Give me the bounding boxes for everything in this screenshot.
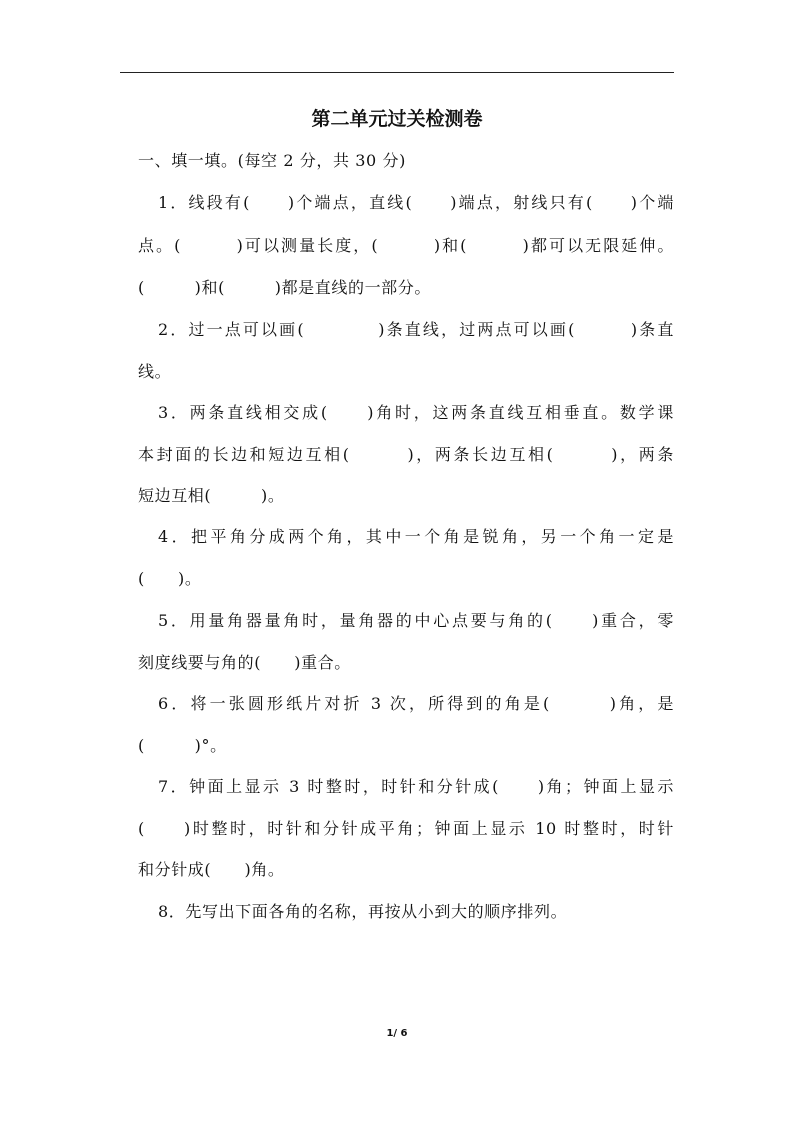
page-number: 1/ 6 [386,1028,408,1039]
question-line: 点。( )可以测量长度，( )和( )都可以无限延伸。 [138,236,674,255]
question-line: 5．用量角器量角时，量角器的中心点要与角的( )重合，零 [158,611,674,630]
question-line: ( )和( )都是直线的一部分。 [138,278,431,297]
question-line: 1．线段有( )个端点，直线( )端点，射线只有( )个端 [158,193,674,212]
question-line: 3．两条直线相交成( )角时，这两条直线互相垂直。数学课 [158,403,674,422]
question-line: 和分针成( )角。 [138,860,285,879]
question-line: ( )。 [138,569,202,588]
question-line: 8．先写出下面各角的名称，再按从小到大的顺序排列。 [158,902,568,921]
question-line: 4．把平角分成两个角，其中一个角是锐角，另一个角一定是 [158,527,674,546]
question-line: 7．钟面上显示 3 时整时，时针和分针成( )角；钟面上显示 [158,777,674,796]
question-line: 线。 [138,362,172,381]
question-line: 短边互相( )。 [138,486,285,505]
question-line: 刻度线要与角的( )重合。 [138,653,351,672]
question-line: 本封面的长边和短边互相( )，两条长边互相( )，两条 [138,445,674,464]
page-title: 第二单元过关检测卷 [311,108,483,130]
header-rule [120,72,674,73]
section-heading: 一、填一填。(每空 2 分，共 30 分) [138,151,406,170]
question-line: ( )°。 [138,736,227,755]
question-line: ( )时整时，时针和分针成平角；钟面上显示 10 时整时，时针 [138,819,674,838]
question-line: 2．过一点可以画( )条直线，过两点可以画( )条直 [158,320,674,339]
question-line: 6．将一张圆形纸片对折 3 次，所得到的角是( )角，是 [158,694,674,713]
